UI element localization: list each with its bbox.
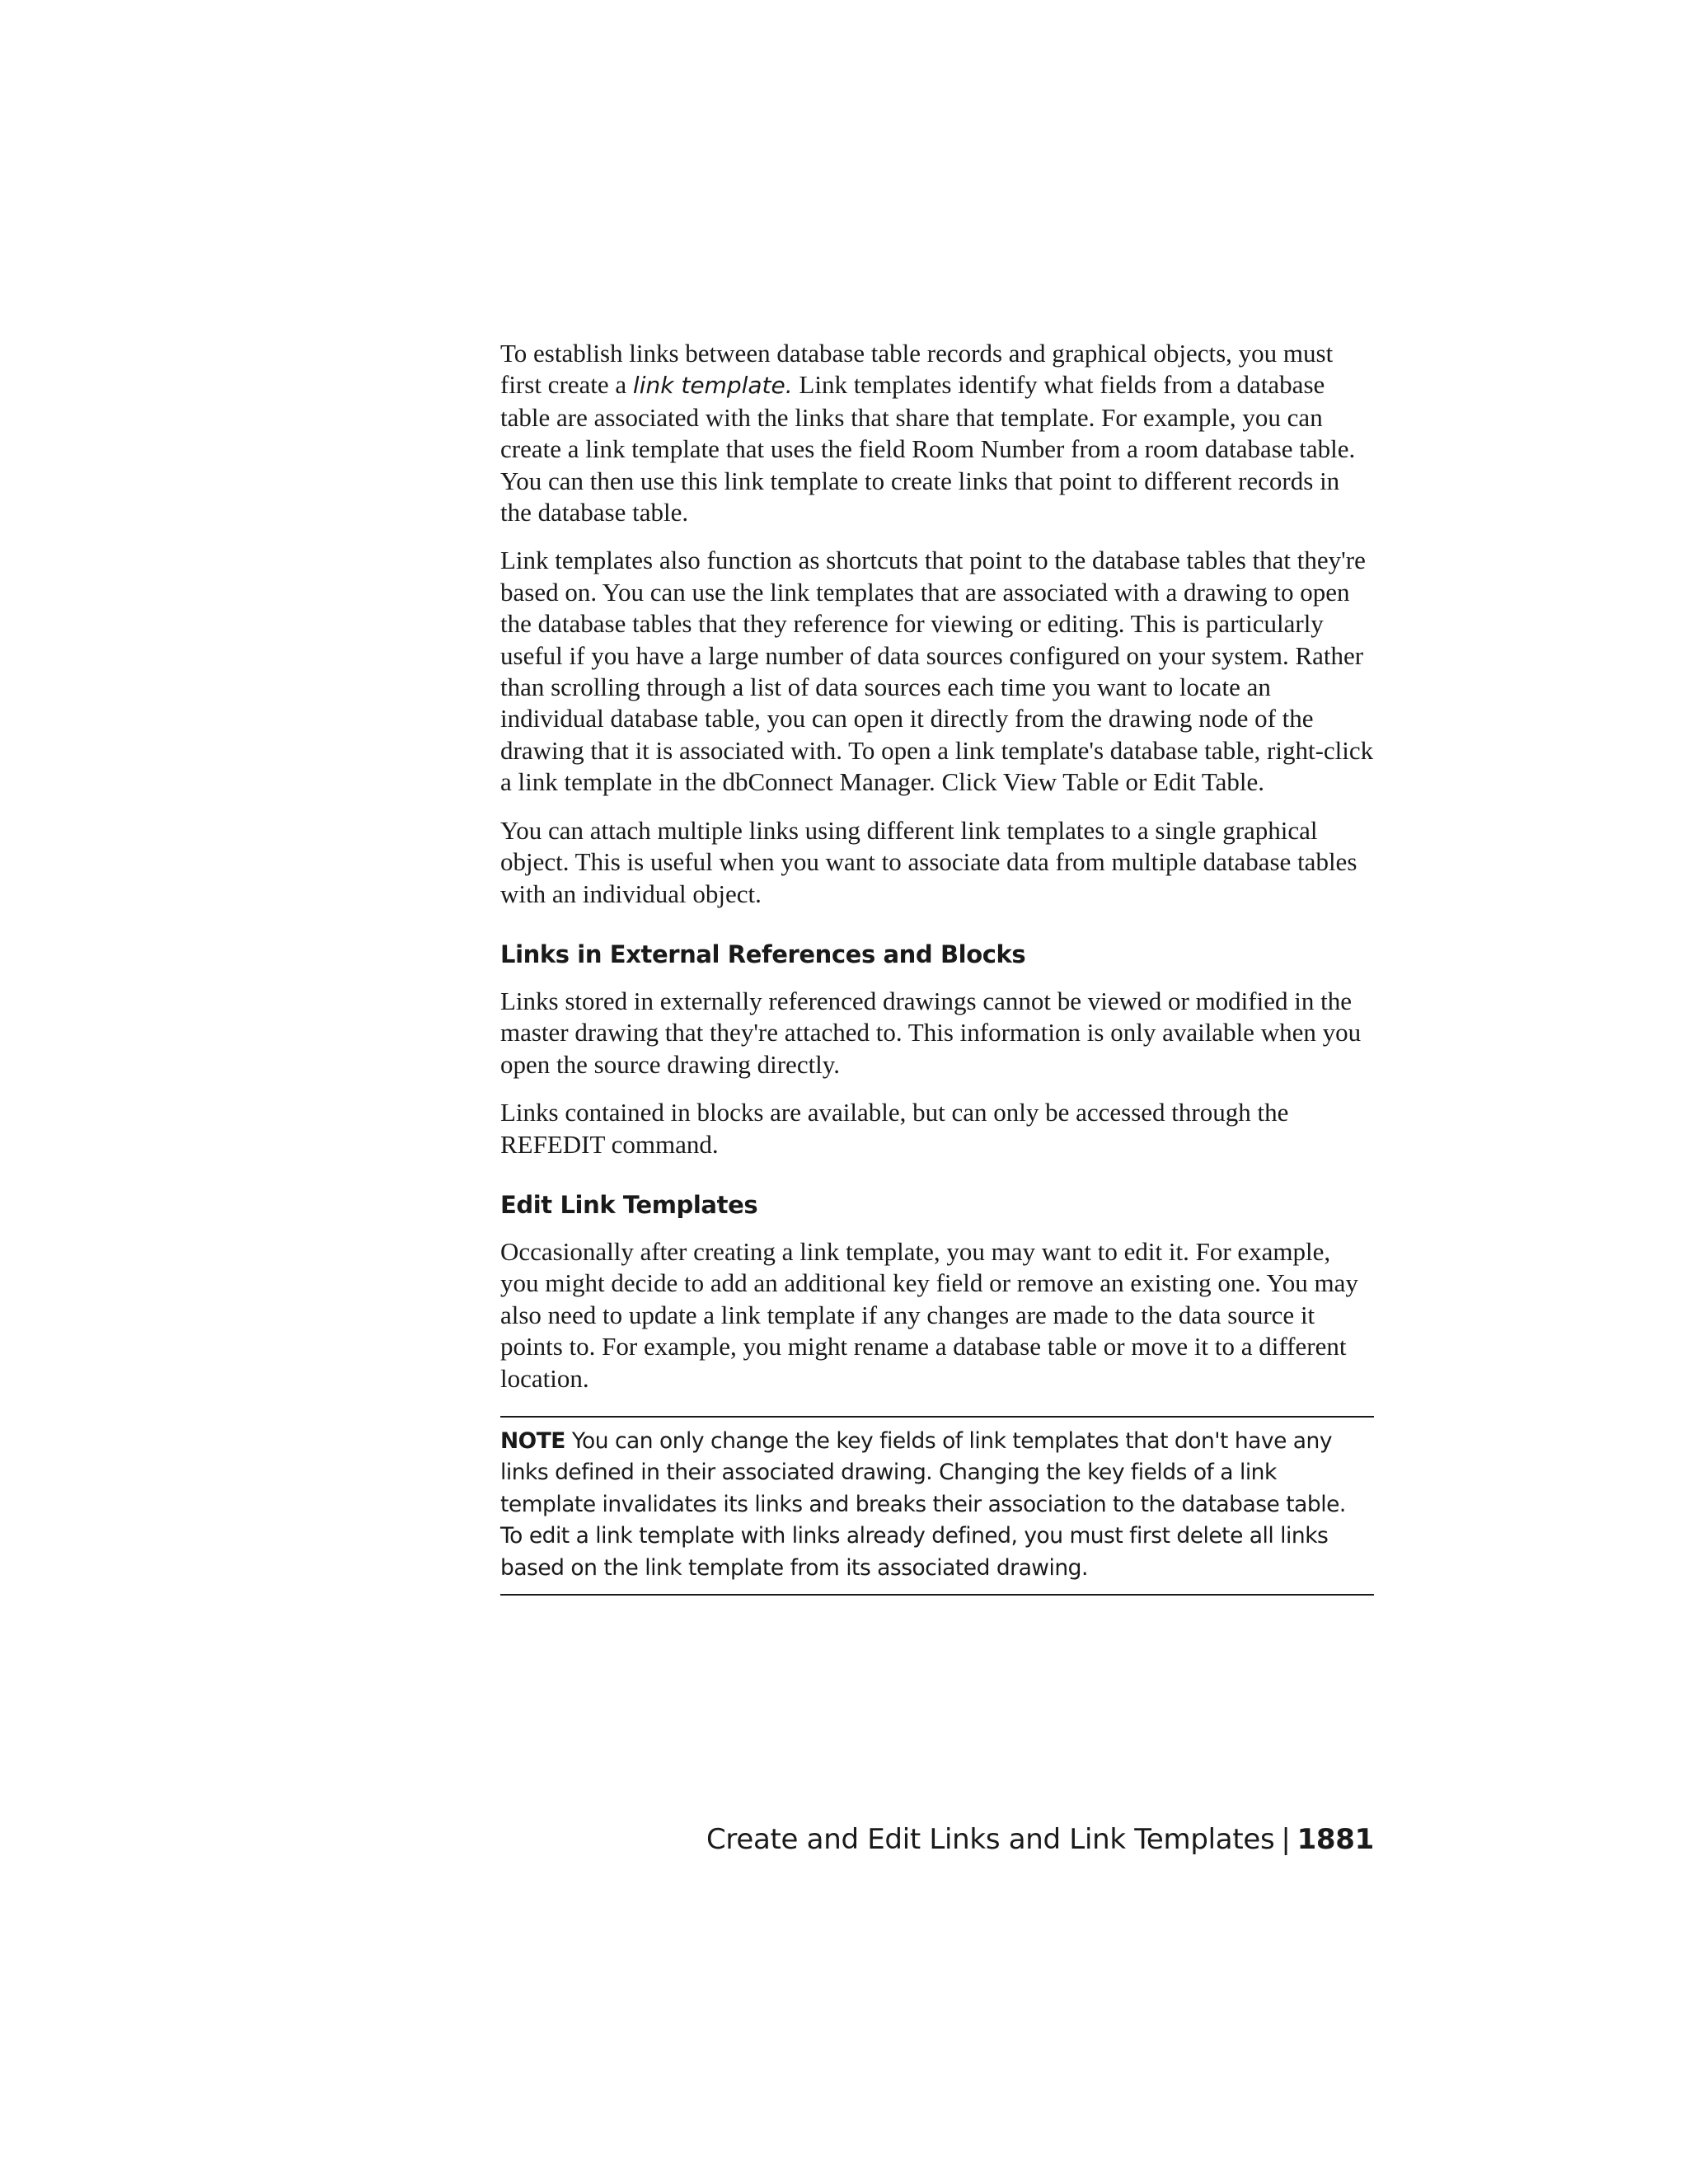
footer-title: Create and Edit Links and Link Templates bbox=[706, 1823, 1275, 1856]
note-label: NOTE bbox=[500, 1427, 565, 1454]
page-body bbox=[500, 338, 1374, 1596]
footer-separator: | bbox=[1281, 1823, 1291, 1856]
multiple-links-paragraph: You can attach multiple links using different link templates to a single graphical object. This is useful when you want to associate data from multiple database tables with an individual object. bbox=[500, 815, 1357, 908]
link-template-term: link template. bbox=[632, 372, 793, 400]
intro-text-end: Link templates identify what fields from a database table are associated with the links that share that template. For example, you can create a link template that uses the field Room Number from a room database table. You can then use this link template to create links that point to different records in the database table. bbox=[500, 370, 1356, 527]
external-references-paragraph: Links stored in externally referenced drawings cannot be viewed or modified in the master drawing that they're attached to. This information is only available when you open the source drawing directly. bbox=[500, 986, 1362, 1079]
intro-text-start: To establish links between database table records and graphical objects, you must first create a bbox=[500, 339, 1334, 400]
edit-link-templates-heading: Edit Link Templates bbox=[500, 1190, 758, 1219]
edit-link-templates-paragraph: Occasionally after creating a link template, you may want to edit it. For example, you might decide to add an additional key field or remove an existing one. You may also need to update a link template if any changes are made to the data source it points to. For example, you might rename a database table or move it to a different location. bbox=[500, 1236, 1358, 1393]
note-box bbox=[500, 1416, 1374, 1596]
intro-paragraph bbox=[500, 338, 1374, 528]
blocks-paragraph: Links contained in blocks are available, but can only be accessed through the REFEDIT command. bbox=[500, 1098, 1289, 1159]
page-footer bbox=[706, 1823, 1374, 1856]
page-number: 1881 bbox=[1296, 1823, 1374, 1856]
external-references-heading: Links in External References and Blocks bbox=[500, 940, 1026, 968]
shortcuts-paragraph: Link templates also function as shortcuts that point to the database tables that they're based on. You can use the link templates that are associated with a drawing to open the database tables that they reference for viewing or editing. This is particularly useful if you have a large number of data sources configured on your system. Rather than scrolling through a list of data sources each time you want to locate an individual database table, you can open it directly from the drawing node of the drawing that it is associated with. To open a link template's database table, right-click a link template in the dbConnect Manager. Click View Table or Edit Table. bbox=[500, 546, 1374, 797]
note-text: You can only change the key fields of link templates that don't have any links defined in their associated drawing. Changing the key fields of a link template invalidates its links and breaks their association to the database table. To edit a link template with links already defined, you must first delete all links based on the link template from its associated drawing. bbox=[500, 1427, 1346, 1581]
